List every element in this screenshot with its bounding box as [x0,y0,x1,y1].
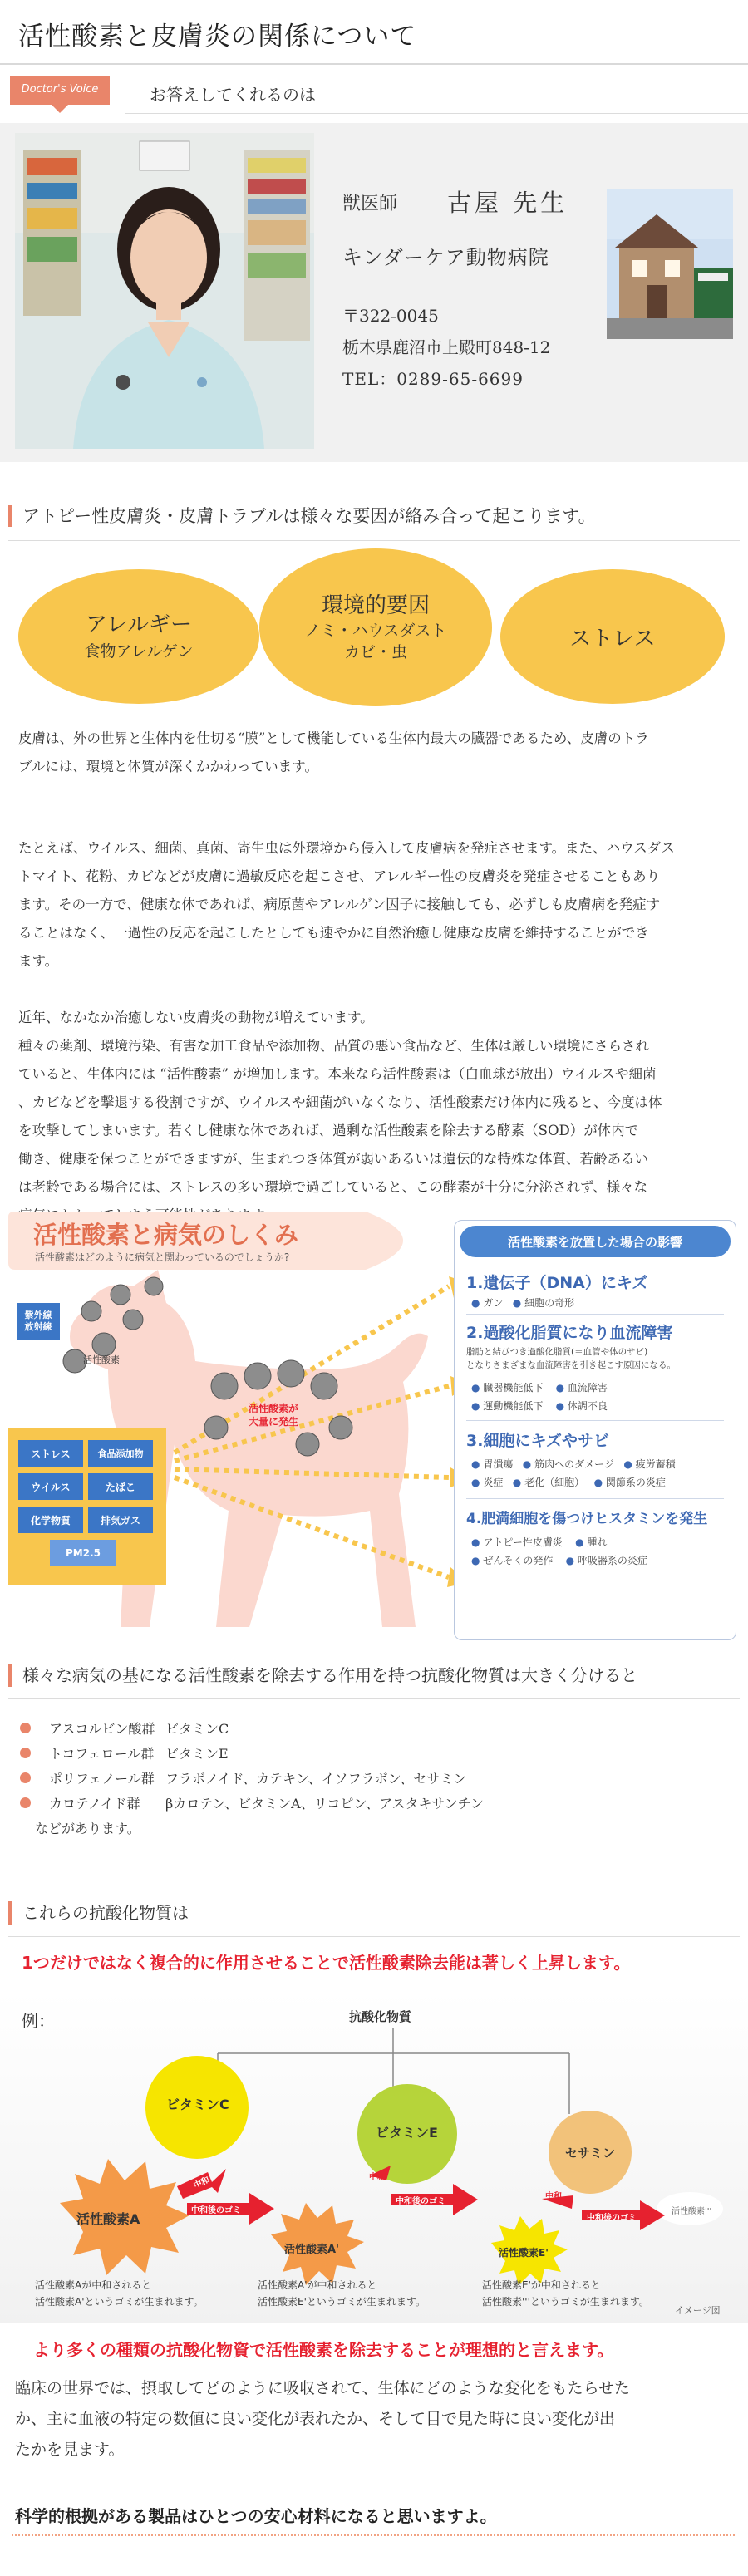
caption-line: 活性酸素'''というゴミが生まれます。 [482,2296,649,2308]
bullet-dot [20,1723,31,1733]
cause-circle-environment [259,548,492,706]
cause-env-sub1: ノミ・ハウスダスト [304,622,447,640]
combination-underline [8,1936,740,1937]
bullet-dot [20,1772,31,1783]
effect-item: 関節系の炎症 [605,1477,666,1488]
para-line: ブルには、環境と体質が深くかかわっています。 [18,759,318,774]
antioxidant-group: カロテノイド群 [49,1795,140,1812]
bullet-dot [20,1748,31,1758]
antioxidant-group: アスコルビン酸群 [49,1720,155,1737]
caption-line: 活性酸素E'が中和されると [482,2279,601,2291]
stress-item: たばこ [88,1473,153,1500]
para-line: か、主に血液の特定の数値に良い変化が表れたか、そして目で見た時に良い変化が出 [15,2410,616,2428]
answer-label: お答えしてくれるのは [150,85,316,105]
sesamin-label: セサミン [565,2146,616,2161]
para-line: を攻撃してしまいます。若くし健康な体であれば、過剰な活性酸素を除去する酵素（SOD）が体内で [18,1123,639,1138]
page-title: 活性酸素と皮膚炎の関係について [18,22,417,52]
vitamin-c-label: ビタミンC [166,2097,229,2112]
effect-item: 筋肉へのダメージ [534,1458,614,1470]
vitamin-e-label: ビタミンE [376,2125,438,2141]
final-underline [12,2534,735,2536]
effect-4-title: 4.肥満細胞を傷つけヒスタミンを発生 [466,1511,708,1527]
active-oxygen-label: 活性酸素 [83,1354,120,1365]
title-divider [0,63,748,65]
stress-item: 排気ガス [88,1507,153,1533]
antioxidant-diagram [0,1991,748,2323]
burst-label [237,1399,310,1432]
example-label: 例： [22,2011,55,2031]
stress-item: 食品添加物 [88,1440,153,1467]
waste-label: 中和後のゴミ [587,2214,637,2223]
antioxidant-item [20,1765,735,1790]
effect-item: 運動機能低下 [483,1400,544,1412]
antioxidant-underline [8,1698,740,1699]
neutralize-label: 中和 [369,2173,386,2182]
effect-2-title: 2.過酸化脂質になり血流障害 [466,1324,673,1342]
cause-env-title: 環境的要因 [321,593,430,618]
effect-item: 腫れ [587,1536,608,1548]
stress-item: ストレス [18,1440,83,1467]
effects-panel [454,1220,736,1640]
paragraph-skin [18,725,733,781]
antioxidant-group: トコフェロール群 [49,1745,155,1762]
caption-line: 活性酸素Aが中和されると [35,2279,152,2291]
caption-line: 活性酸素E'というゴミが生まれます。 [258,2296,426,2308]
clinic-phone: TEL：0289-65-6699 [342,369,524,389]
final-statement: 科学的根拠がある製品はひとつの安心材料になると思いますよ。 [15,2506,497,2526]
para-line: ていると、生体内には “活性酸素” が増加します。本来なら活性酸素は（白血球が放出）ウイルスや細菌 [18,1066,657,1082]
postal-code: 〒322-0045 [342,306,439,326]
antioxidant-closing: などがあります。 [35,1820,140,1836]
antioxidant-item [20,1740,735,1765]
effect-1-items: ● ガン ● 細胞の奇形 [471,1297,575,1309]
causes-underline [8,540,740,541]
effects-panel-title-text: 活性酸素を放置した場合の影響 [507,1234,682,1250]
para-line: ます。その一方で、健康な体であれば、病原菌やアレルゲン因子に接触しても、必ずしも皮膚病を発症す [18,897,661,912]
effect-item: 炎症 [483,1477,504,1488]
clinic-address: 栃木県鹿沼市上殿町848-12 [342,337,551,357]
antioxidant-item [20,1715,735,1740]
antioxidant-members: ビタミンE [165,1745,229,1762]
effect-item: 細胞の奇形 [524,1297,575,1309]
effect-1-title: 1.遺伝子（DNA）にキズ [466,1274,648,1292]
caption-line: 活性酸素A'が中和されると [258,2279,377,2291]
paragraph-causes [18,834,733,976]
doctor-photo [15,133,314,449]
para-line: トマイト、花粉、カビなどが皮膚に過敏反応を起こさせ、アレルギー性の皮膚炎を発症させることもあり [18,868,661,884]
antioxidant-label: 抗酸化物質 [349,2009,412,2024]
cause-env-sub2: カビ・虫 [343,643,407,661]
effect-item: 胃潰瘍 [483,1458,514,1470]
antioxidant-members: フラボノイド、カテキン、イソフラボン、セサミン [165,1770,467,1787]
effect-item: アトピー性皮膚炎 [483,1536,563,1548]
image-note: イメージ図 [675,2305,721,2316]
doctors-voice-badge [10,76,110,113]
oxygen-e1-label: 活性酸素E' [499,2247,549,2259]
stress-item: ウイルス [18,1473,83,1500]
infographic-subtitle: 活性酸素はどのように病気と関わっているのでしょうか? [35,1251,290,1263]
effect-2-items: ● 臓器機能低下 ● 血流障害 ● 運動機能低下 ● 体調不良 [471,1382,608,1412]
diagram-graphics [0,1991,748,2323]
effect-separator [466,1420,724,1421]
stress-item: 化学物質 [18,1507,83,1533]
antioxidant-list [20,1715,735,1840]
para-line: は老齢である場合には、ストレスの多い環境で過ごしていると、この酵素が十分に分泌されず、様々な [18,1179,648,1195]
combination-red-statement: 1つだけではなく複合的に作用させることで活性酸素除去能は著しく上昇します。 [22,1953,631,1973]
cause-allergy-title: アレルギー [85,612,193,637]
burst-label-text: 活性酸素が 大量に発生 [248,1403,298,1428]
effect-item: 臓器機能低下 [483,1382,544,1394]
effect-item: 疲労蓄積 [635,1458,676,1470]
hospital-photo [607,189,733,339]
neutralize-label: 中和 [192,2175,212,2191]
waste-label: 中和後のゴミ [396,2197,445,2206]
cause-allergy-sub: 食物アレルゲン [84,642,194,661]
antioxidant-members: βカロテン、ビタミンA、リコピン、アスタキサンチン [165,1795,484,1812]
antioxidant-item [20,1790,735,1815]
doctor-title-prefix: 獣医師 [342,194,398,214]
para-line: 皮膚は、外の世界と生体内を仕切る“膜”として機能している生体内最大の臓器であるため、皮膚のトラ [18,730,649,746]
antioxidant-members: ビタミンC [165,1720,229,1737]
conclusion-paragraph [15,2373,738,2465]
bullet-dot [20,1797,31,1808]
diagram-caption-2 [258,2277,426,2310]
infographic-title: 活性酸素と病気のしくみ [33,1221,299,1249]
effect-item: 血流障害 [567,1382,608,1394]
combination-heading: これらの抗酸化物質は [8,1901,189,1925]
effects-panel-title [460,1226,731,1257]
para-line: たとえば、ウイルス、細菌、真菌、寄生虫は外環境から侵入して皮膚病を発症させます。また、ハウスダス [18,840,675,856]
oxygen-e2-label: 活性酸素''' [672,2207,712,2216]
caption-line: 活性酸素A'というゴミが生まれます。 [35,2296,204,2308]
effect-item: 老化（細胞） [524,1477,585,1488]
waste-label: 中和後のゴミ [191,2206,241,2215]
effect-3-title: 3.細胞にキズやサビ [466,1432,610,1450]
effect-4-items: ● アトピー性皮膚炎 ● 腫れ ● ぜんそくの発作 ● 呼吸器系の炎症 [471,1536,647,1566]
clinic-name: キンダーケア動物病院 [342,246,549,269]
para-line: 種々の薬剤、環境汚染、有害な加工食品や添加物、品質の悪い食品など、生体は厳しい環境にさらされ [18,1038,649,1054]
active-oxygen-particles [42,1261,175,1386]
effect-item: ぜんそくの発作 [483,1555,554,1566]
effect-separator [466,1498,724,1499]
cause-circle-stress [500,569,725,704]
cause-circle-allergy [18,569,259,704]
stress-item: PM2.5 [50,1540,116,1566]
oxygen-a-label: 活性酸素A [76,2211,140,2227]
effect-2-note2: となりさまざまな血流障害を引き起こす原因になる。 [466,1360,676,1370]
antioxidant-heading: 様々な病気の基になる活性酸素を除去する作用を持つ抗酸化物質は大きく分けると [8,1664,637,1687]
para-line: ることはなく、一過性の反応を起こしたとしても速やかに自然治癒し健康な皮膚を維持することができ [18,925,649,941]
badge-label: Doctor's Voice [21,83,99,96]
para-line: たかを見ます。 [15,2441,125,2459]
neutralize-label: 中和 [545,2192,562,2201]
effect-3-items: ● 胃潰瘍 ● 筋肉へのダメージ ● 疲労蓄積 ● 炎症 ● 老化（細胞） ● 関節系の炎症 [471,1458,676,1488]
diagram-caption-3 [482,2277,649,2310]
para-line: 臨床の世界では、摂取してどのように吸収されて、生体にどのような変化をもたらせた [15,2379,631,2397]
cause-stress-title: ストレス [569,626,656,651]
para-line: 働き、健康を保つことができますが、生まれつき体質が弱いあるいは遺伝的な特殊な体質、若齢あるい [18,1151,649,1167]
para-line: 、カビなどを撃退する役割ですが、ウイルスや細菌がいなくなり、活性酸素だけ体内に残ると、今度は体 [18,1094,662,1110]
hospital-illustration [607,189,733,339]
infographic [0,1212,748,1644]
diagram-caption-1 [35,2277,204,2310]
doctor-name: 古屋 先生 [447,189,568,217]
effect-separator [466,1314,724,1315]
causes-heading: アトピー性皮膚炎・皮膚トラブルは様々な要因が絡み合って起こります。 [8,505,596,527]
effect-item: 体調不良 [567,1400,608,1412]
conclusion-red-statement: より多くの種類の抗酸化物資で活性酸素を除去することが理想的と言えます。 [33,2340,614,2360]
uv-radiation-text: 紫外線 放射線 [24,1310,52,1332]
paragraph-active-oxygen [18,1004,733,1230]
para-line: ます。 [18,953,59,969]
antioxidant-group: ポリフェノール群 [49,1770,155,1787]
oxygen-a1-label: 活性酸素A' [284,2244,340,2256]
effect-2-note1: 脂肪と結びつき過酸化脂質(＝血管や体のサビ) [466,1347,648,1357]
effect-item: 呼吸器系の炎症 [577,1555,647,1566]
effect-item: ガン [483,1297,504,1309]
doctor-illustration [15,133,314,449]
answer-underline [125,113,748,114]
para-line: 近年、なかなか治癒しない皮膚炎の動物が増えています。 [18,1010,374,1025]
